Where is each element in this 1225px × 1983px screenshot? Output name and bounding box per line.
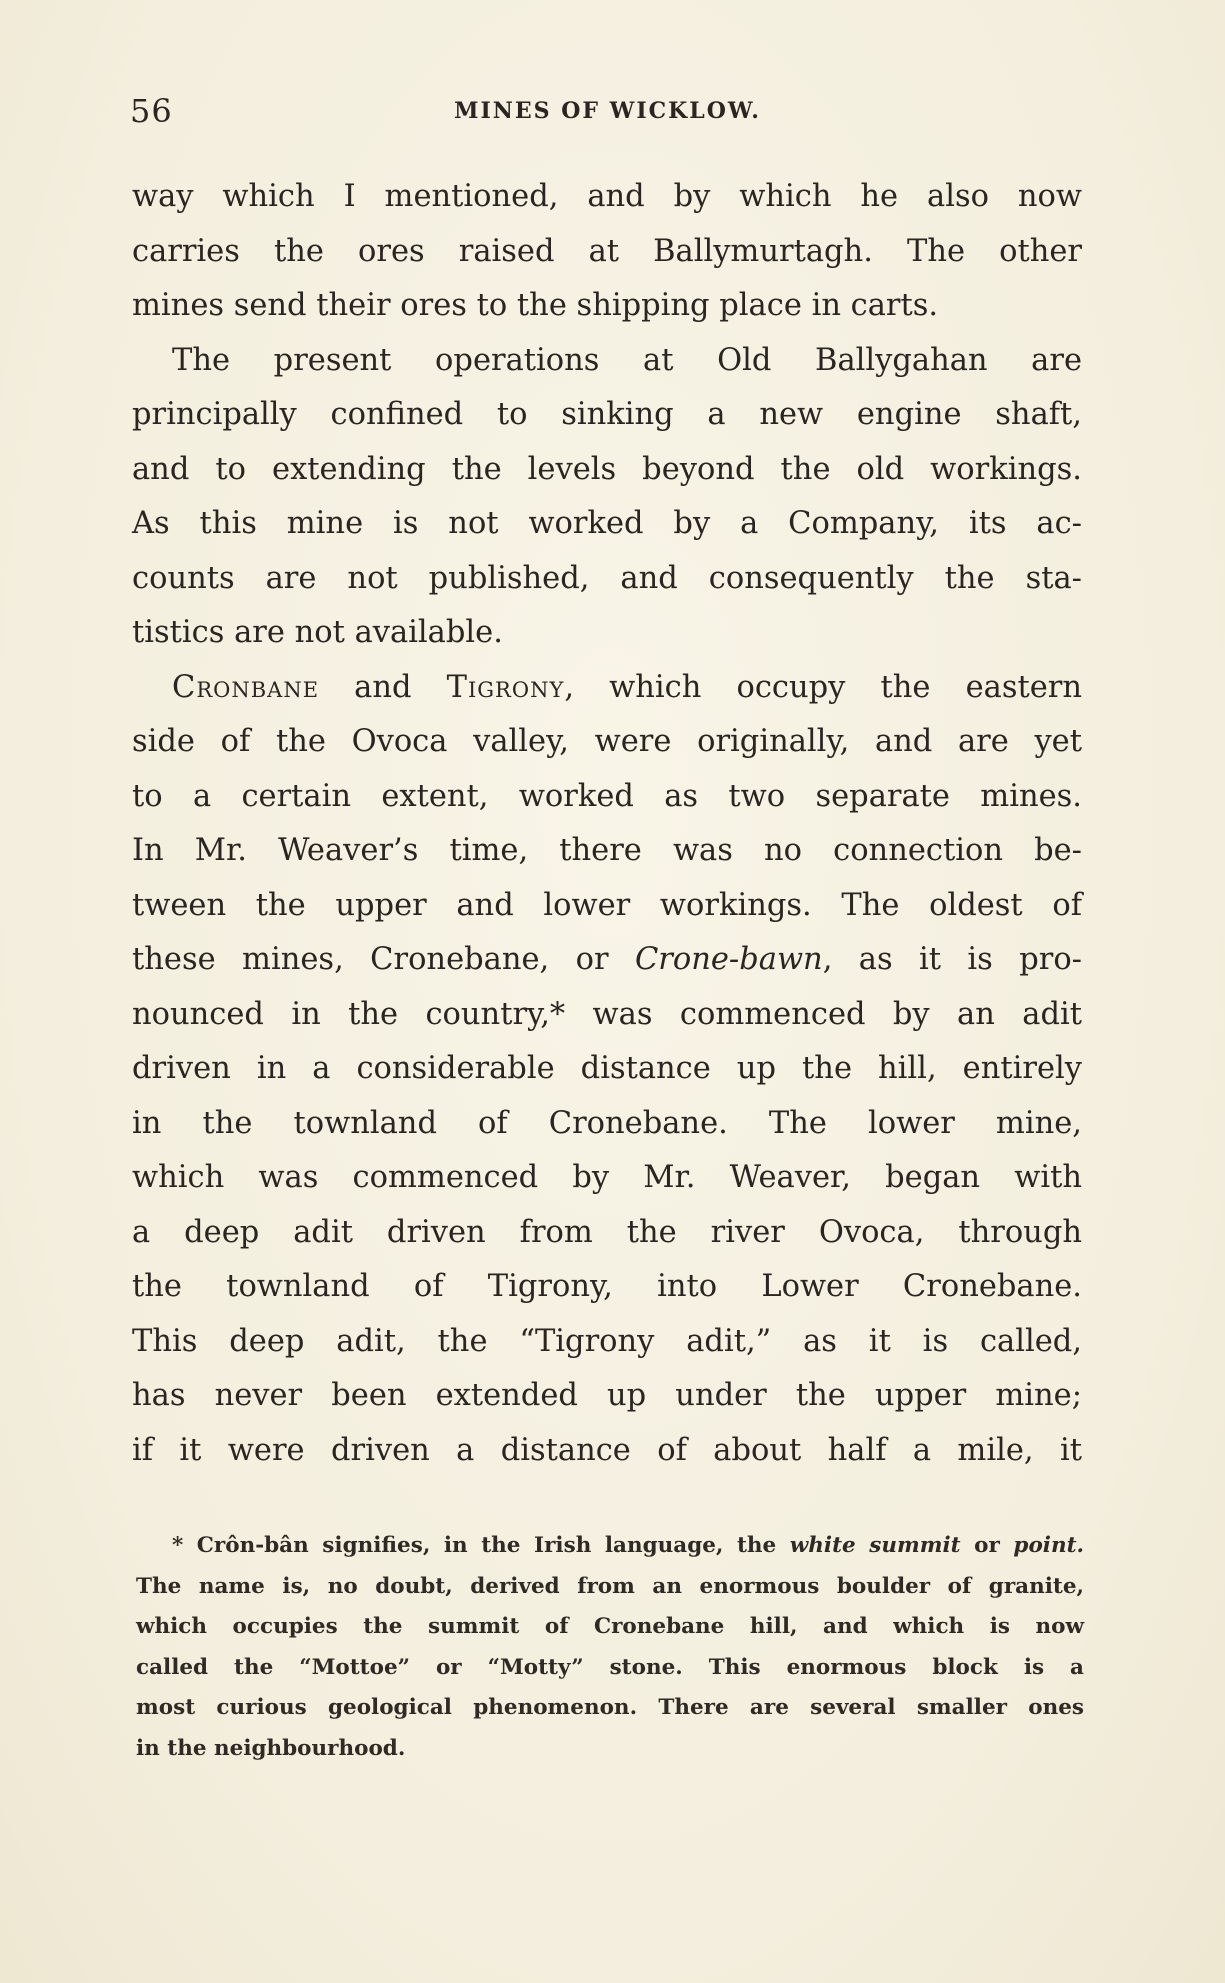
text-line: a deep adit driven from the river Ovoca, through [132, 1214, 1082, 1250]
text-line: side of the Ovoca valley, were originally, and are yet [132, 724, 1082, 759]
text-line: As this mine is not worked by a Company, its ac- [132, 506, 1082, 541]
footnote [136, 1526, 1084, 1769]
text-line-paragraph-start [132, 661, 1082, 716]
footnote-line: called the “Mottoe” or “Motty” stone. This enormous block is a [136, 1654, 1084, 1680]
text-line: tistics are not available. [132, 615, 503, 650]
text-line: counts are not published, and consequently the sta- [132, 560, 1082, 596]
text-line: The present operations at Old Ballygahan are [172, 342, 1082, 378]
text-line: carries the ores raised at Ballymurtagh. The other [132, 233, 1082, 269]
text-line: if it were driven a distance of about half a mile, it [132, 1432, 1082, 1468]
mine-name-tigrony: Tigrony [446, 669, 565, 705]
italic-term: white summit [789, 1533, 961, 1558]
text-line-with-italic [132, 933, 1082, 988]
footnote-line: in the neighbourhood. [136, 1735, 406, 1761]
text-line: in the townland of Cronebane. The lower mine, [132, 1105, 1082, 1141]
text-line: the townland of Tigrony, into Lower Cronebane. [132, 1269, 1082, 1304]
footnote-line: The name is, no doubt, derived from an enormous boulder of granite, [136, 1573, 1084, 1599]
footnote-line: which occupies the summit of Cronebane hill, and which is now [136, 1614, 1084, 1639]
body-text [132, 170, 1082, 1478]
mine-name-cronbane: Cronbane [172, 669, 320, 705]
text-line: tween the upper and lower workings. The oldest of [132, 887, 1082, 923]
italic-term: point. [1013, 1533, 1084, 1558]
text-fragment: , which occupy the eastern [564, 669, 1082, 705]
text-line: In Mr. Weaver’s time, there was no connection be- [132, 833, 1082, 868]
text-line: This deep adit, the “Tigrony adit,” as it is called, [132, 1323, 1082, 1359]
footnote-line: most curious geological phenomenon. There are several smaller ones [136, 1695, 1084, 1720]
italic-term: Crone-bawn [634, 942, 823, 977]
text-line: driven in a considerable distance up the hill, entirely [132, 1051, 1082, 1086]
text-fragment: or [960, 1533, 1014, 1558]
text-fragment: * Crôn-bân signifies, in the Irish language, the [172, 1533, 790, 1558]
text-line: and to extending the levels beyond the old workings. [132, 451, 1082, 487]
running-title: MINES OF WICKLOW. [454, 98, 761, 124]
text-line: to a certain extent, worked as two separate mines. [132, 778, 1082, 814]
text-fragment: these mines, Cronebane, or [132, 942, 635, 977]
text-line: way which I mentioned, and by which he also now [132, 179, 1082, 214]
text-line: nounced in the country,* was commenced by an adit [132, 996, 1082, 1032]
text-line: mines send their ores to the shipping place in carts. [132, 288, 939, 323]
page-header [130, 92, 1085, 132]
text-line: which was commenced by Mr. Weaver, began with [132, 1160, 1082, 1195]
text-line: has never been extended up under the upper mine; [132, 1378, 1082, 1413]
footnote-line [136, 1526, 1084, 1567]
text-fragment: , as it is pro- [822, 942, 1082, 977]
text-fragment: and [319, 669, 447, 705]
page-number: 56 [130, 92, 173, 130]
text-line: principally confined to sinking a new engine shaft, [132, 397, 1082, 432]
